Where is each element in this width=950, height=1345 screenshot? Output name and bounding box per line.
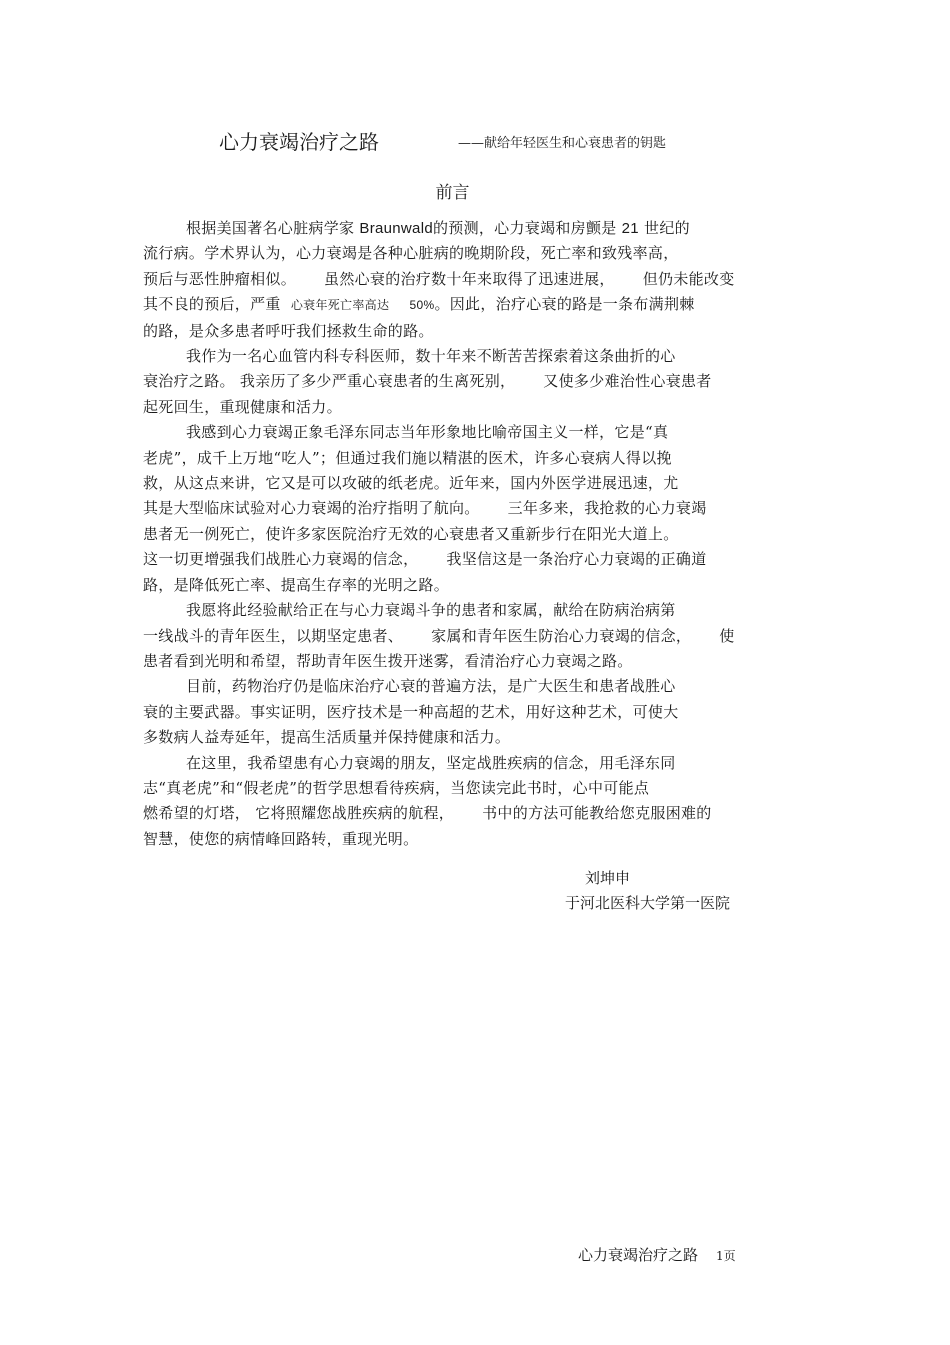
- text-line: 在这里，我希望患有心力衰竭的朋友，坚定战胜疾病的信念，用毛泽东同: [186, 753, 676, 772]
- running-title: 心力衰竭治疗之路: [578, 1246, 699, 1264]
- paragraph-6: [143, 751, 813, 853]
- text-line: 我感到心力衰竭正象毛泽东同志当年形象地比喻帝国主义一样，它是“真: [186, 423, 669, 442]
- text-line: 我愿将此经验献给正在与心力衰竭斗争的患者和家属，献给在防病治病第: [186, 601, 676, 620]
- text-line: 志“真老虎”和“假老虎”的哲学思想看待疾病，当您读完此书时，心中可能点: [143, 778, 650, 797]
- page-number: 1页: [716, 1249, 736, 1263]
- paragraph-5: [143, 674, 813, 750]
- text-line: 多数病人益寿延年，提高生活质量并保持健康和活力。: [143, 728, 511, 747]
- text-line: 目前，药物治疗仍是临床治疗心衰的普遍方法，是广大医生和患者战胜心: [186, 677, 676, 696]
- author-affiliation: 于河北医科大学第一医院: [565, 894, 731, 912]
- author-signature: 刘坤申: [585, 869, 631, 887]
- preface-body: [143, 216, 813, 852]
- text-line: 的路，是众多患者呼吁我们拯救生命的路。: [143, 321, 434, 340]
- text-line: 患者无一例死亡，使许多家医院治疗无效的心衰患者又重新步行在阳光大道上。: [143, 524, 679, 543]
- text-line: 一线战斗的青年医生，以期坚定患者、 家属和青年医生防治心力衰竭的信念， 使: [143, 626, 735, 645]
- text-line: 燃希望的灯塔， 它将照耀您战胜疾病的航程， 书中的方法可能教给您克服困难的: [143, 804, 712, 823]
- paragraph-4: [143, 598, 813, 674]
- paragraph-3: [143, 420, 813, 598]
- preface-heading: 前言: [435, 183, 470, 203]
- paragraph-1: [143, 216, 813, 344]
- text-line: 流行病。学术界认为，心力衰竭是各种心脏病的晚期阶段，死亡率和致残率高，: [143, 244, 679, 263]
- text-line: 患者看到光明和希望，帮助青年医生拨开迷雾，看清治疗心力衰竭之路。: [143, 651, 633, 670]
- document-title: 心力衰竭治疗之路: [219, 130, 379, 154]
- text-line: 根据美国著名心脏病学家 Braunwald的预测，心力衰竭和房颤是 21 世纪的: [186, 219, 690, 237]
- text-line: 救，从这点来讲，它又是可以攻破的纸老虎。近年来，国内外医学进展迅速，尤: [143, 474, 679, 493]
- text-line: 预后与恶性肿瘤相似。 虽然心衰的治疗数十年来取得了迅速进展， 但仍未能改变: [143, 269, 735, 288]
- text-line: 这一切更增强我们战胜心力衰竭的信念， 我坚信这是一条治疗心力衰竭的正确道: [143, 550, 707, 569]
- document-subtitle: ——献给年轻医生和心衰患者的钥匙: [458, 136, 667, 151]
- paragraph-2: [143, 344, 813, 420]
- text-line: 其是大型临床试验对心力衰竭的治疗指明了航向。 三年多来，我抢救的心力衰竭: [143, 499, 707, 518]
- text-line: 老虎”，成千上万地“吃人”；但通过我们施以精湛的医术，许多心衰病人得以挽: [143, 448, 672, 467]
- text-line: 起死回生，重现健康和活力。: [143, 397, 342, 416]
- text-line: 其不良的预后，严重 心衰年死亡率高达 50%。因此，治疗心衰的路是一条布满荆棘: [143, 295, 695, 314]
- text-line: 衰的主要武器。事实证明，医疗技术是一种高超的艺术，用好这种艺术，可使大: [143, 702, 679, 721]
- text-line: 路，是降低死亡率、提高生存率的光明之路。: [143, 575, 450, 594]
- text-line: 衰治疗之路。 我亲历了多少严重心衰患者的生离死别， 又使多少难治性心衰患者: [143, 372, 712, 391]
- text-line: 智慧，使您的病情峰回路转，重现光明。: [143, 829, 419, 848]
- page-footer: [578, 1243, 736, 1268]
- text-line: 我作为一名心血管内科专科医师，数十年来不断苦苦探索着这条曲折的心: [186, 347, 676, 366]
